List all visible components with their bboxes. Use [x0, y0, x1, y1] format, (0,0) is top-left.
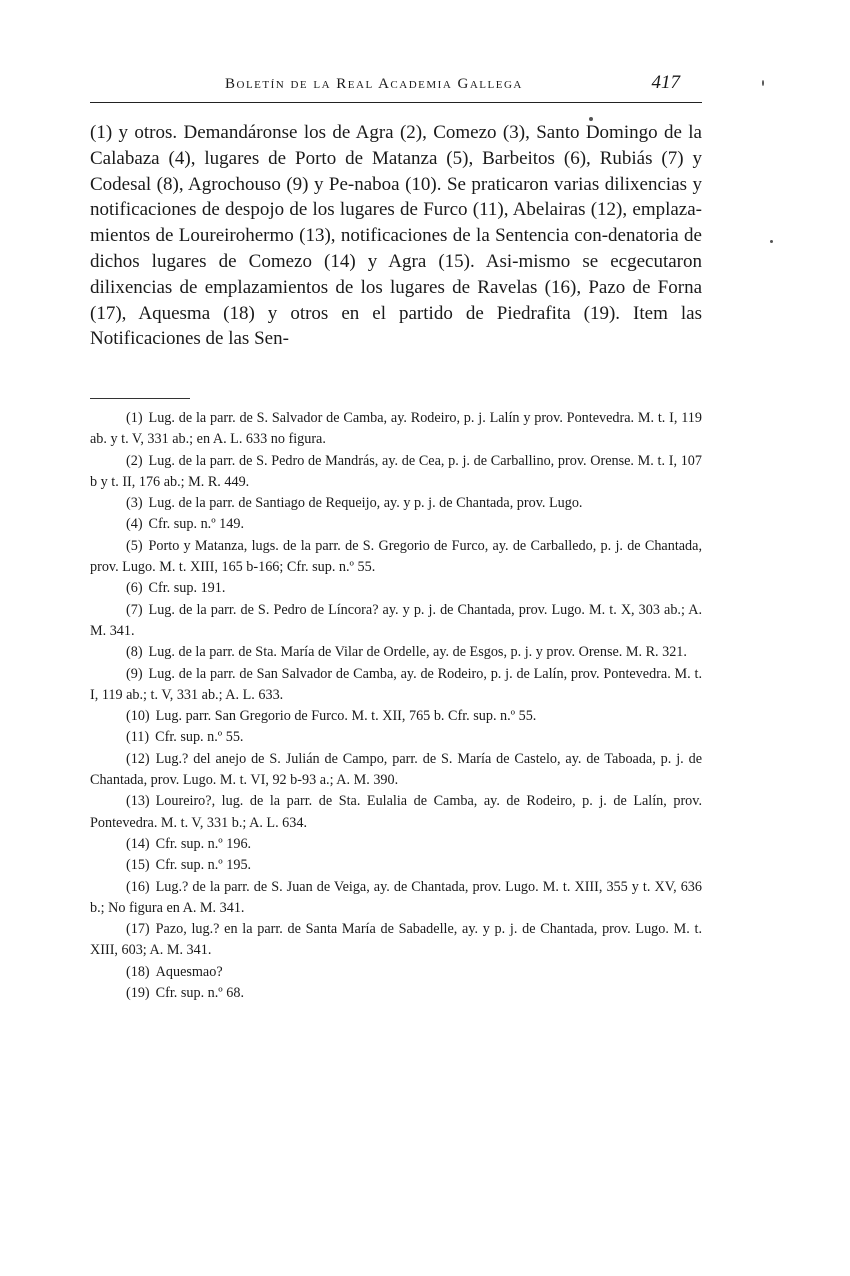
footnote-number: (15)	[126, 857, 150, 874]
footnote	[90, 642, 702, 663]
footnote-text: Lug.? de la parr. de S. Juan de Veiga, ay. de Chantada, prov. Lugo. M. t. XIII, 355 y t. XV, 636 b.; No figura en A. M. 341.	[90, 878, 702, 916]
footnote-number: (19)	[126, 985, 150, 1002]
footnote	[90, 578, 702, 599]
footnote-number: (12)	[126, 750, 150, 767]
footnote-number: (9)	[126, 665, 143, 682]
scan-speck	[770, 240, 773, 243]
main-paragraph: (1) y otros. Demandáronse los de Agra (2), Comezo (3), Santo Domingo de la Calabaza (4), lugares de Porto de Matanza (5), Barbeitos (6), Rubiás (7) y Codesal (8), Agrochouso (9) y Pe-naboa (10). Se praticaron varias dilixencias y notificaciones de despojo de los lugares de Furco (11), Abelairas (12), emplaza-mientos de Loureirohermo (13), notificaciones de la Sentencia con-denatoria de dichos lugares de Comezo (14) y Agra (15). Asi-mismo se ecgecutaron dilixencias de emplazamientos de los lugares de Ravelas (16), Pazo de Forna (17), Aquesma (18) y otros en el partido de Piedrafita (19). Item las Notificaciones de las Sen-	[90, 122, 702, 350]
footnote-number: (1)	[126, 410, 143, 426]
footnote-number: (4)	[126, 516, 143, 533]
footnote-number: (18)	[126, 963, 150, 980]
footnote-text: Lug. de la parr. de S. Salvador de Camba, ay. Rodeiro, p. j. Lalín y prov. Pontevedra. M. t. I, 119 ab. y t. V, 331 ab.; en A. L. 633 no figura.	[90, 410, 702, 448]
footnote-separator	[90, 398, 190, 399]
body-text	[90, 120, 702, 352]
page-number: 417	[651, 72, 680, 93]
footnote-number: (16)	[126, 878, 150, 895]
footnote-number: (11)	[126, 729, 150, 746]
footnote	[90, 834, 702, 855]
footnote-number: (17)	[126, 921, 150, 938]
footnote	[90, 962, 702, 983]
footnote-number: (14)	[126, 835, 150, 852]
footnote-number: (6)	[126, 580, 143, 597]
footnote-number: (3)	[126, 495, 143, 512]
footnote-text: Cfr. sup. n.º 195.	[155, 857, 252, 874]
footnote-text: Lug. de la parr. de Sta. María de Vilar de Ordelle, ay. de Esgos, p. j. y prov. Orense. M. R. 321.	[148, 644, 687, 661]
footnote-text: Aquesmao?	[155, 963, 223, 980]
footnote	[90, 983, 702, 1004]
footnote	[90, 451, 702, 494]
footnote	[90, 919, 702, 962]
footnote-text: Lug. parr. San Gregorio de Furco. M. t. XII, 765 b. Cfr. sup. n.º 55.	[155, 708, 537, 725]
footnote-text: Lug. de la parr. de S. Pedro de Mandrás, ay. de Cea, p. j. de Carballino, prov. Orense. M. t. I, 107 b y t. II, 176 ab.; M. R. 449.	[90, 452, 702, 490]
footnote-number: (5)	[126, 537, 143, 554]
footnote	[90, 536, 702, 579]
footnote-text: Loureiro?, lug. de la parr. de Sta. Eulalia de Camba, ay. de Rodeiro, p. j. de Lalín, prov. Pontevedra. M. t. V, 331 b.; A. L. 634.	[90, 793, 702, 831]
footnote-text: Lug.? del anejo de S. Julián de Campo, parr. de S. María de Castelo, ay. de Taboada, p. j. de Chantada, prov. Lugo. M. t. VI, 92 b-93 a.; A. M. 390.	[90, 750, 702, 789]
footnote	[90, 706, 702, 727]
footnote	[90, 493, 702, 514]
footnote-text: Porto y Matanza, lugs. de la parr. de S. Gregorio de Furco, ay. de Carballedo, p. j. de Chantada, prov. Lugo. M. t. XIII, 165 b-166; Cfr. sup. n.º 55.	[90, 537, 702, 576]
footnote-text: Lug. de la parr. de Santiago de Requeijo, ay. y p. j. de Chantada, prov. Lugo.	[148, 495, 583, 512]
running-title: Boletín de la Real Academia Gallega	[225, 76, 523, 92]
scan-speck	[762, 80, 764, 86]
footnote	[90, 600, 702, 643]
footnote-number: (2)	[126, 452, 143, 469]
footnote	[90, 727, 702, 748]
footnote-number: (7)	[126, 601, 143, 618]
scan-speck	[589, 117, 593, 121]
page-header	[90, 72, 702, 103]
footnote-text: Cfr. sup. n.º 68.	[155, 985, 244, 1002]
footnotes	[90, 408, 702, 1004]
footnote-text: Cfr. sup. n.º 196.	[155, 835, 252, 852]
footnote-number: (13)	[126, 793, 150, 810]
footnote-text: Cfr. sup. n.º 55.	[155, 729, 244, 746]
footnote	[90, 749, 702, 792]
footnote-number: (10)	[126, 708, 150, 725]
footnote	[90, 877, 702, 920]
footnote-text: Cfr. sup. 191.	[148, 580, 226, 597]
footnote-text: Lug. de la parr. de S. Pedro de Líncora? ay. y p. j. de Chantada, prov. Lugo. M. t. X, 303 ab.; A. M. 341.	[90, 601, 702, 639]
footnote	[90, 855, 702, 876]
footnote-number: (8)	[126, 644, 143, 661]
footnote	[90, 791, 702, 834]
footnote-text: Lug. de la parr. de San Salvador de Camba, ay. de Rodeiro, p. j. de Lalín, prov. Pontevedra. M. t. I, 119 ab.; t. V, 331 ab.; A. L. 633.	[90, 665, 702, 703]
footnote	[90, 514, 702, 535]
footnote-text: Pazo, lug.? en la parr. de Santa María de Sabadelle, ay. y p. j. de Chantada, prov. Lugo. M. t. XIII, 603; A. M. 341.	[90, 921, 702, 959]
footnote	[90, 408, 702, 451]
footnote	[90, 664, 702, 707]
footnote-text: Cfr. sup. n.º 149.	[148, 516, 244, 533]
